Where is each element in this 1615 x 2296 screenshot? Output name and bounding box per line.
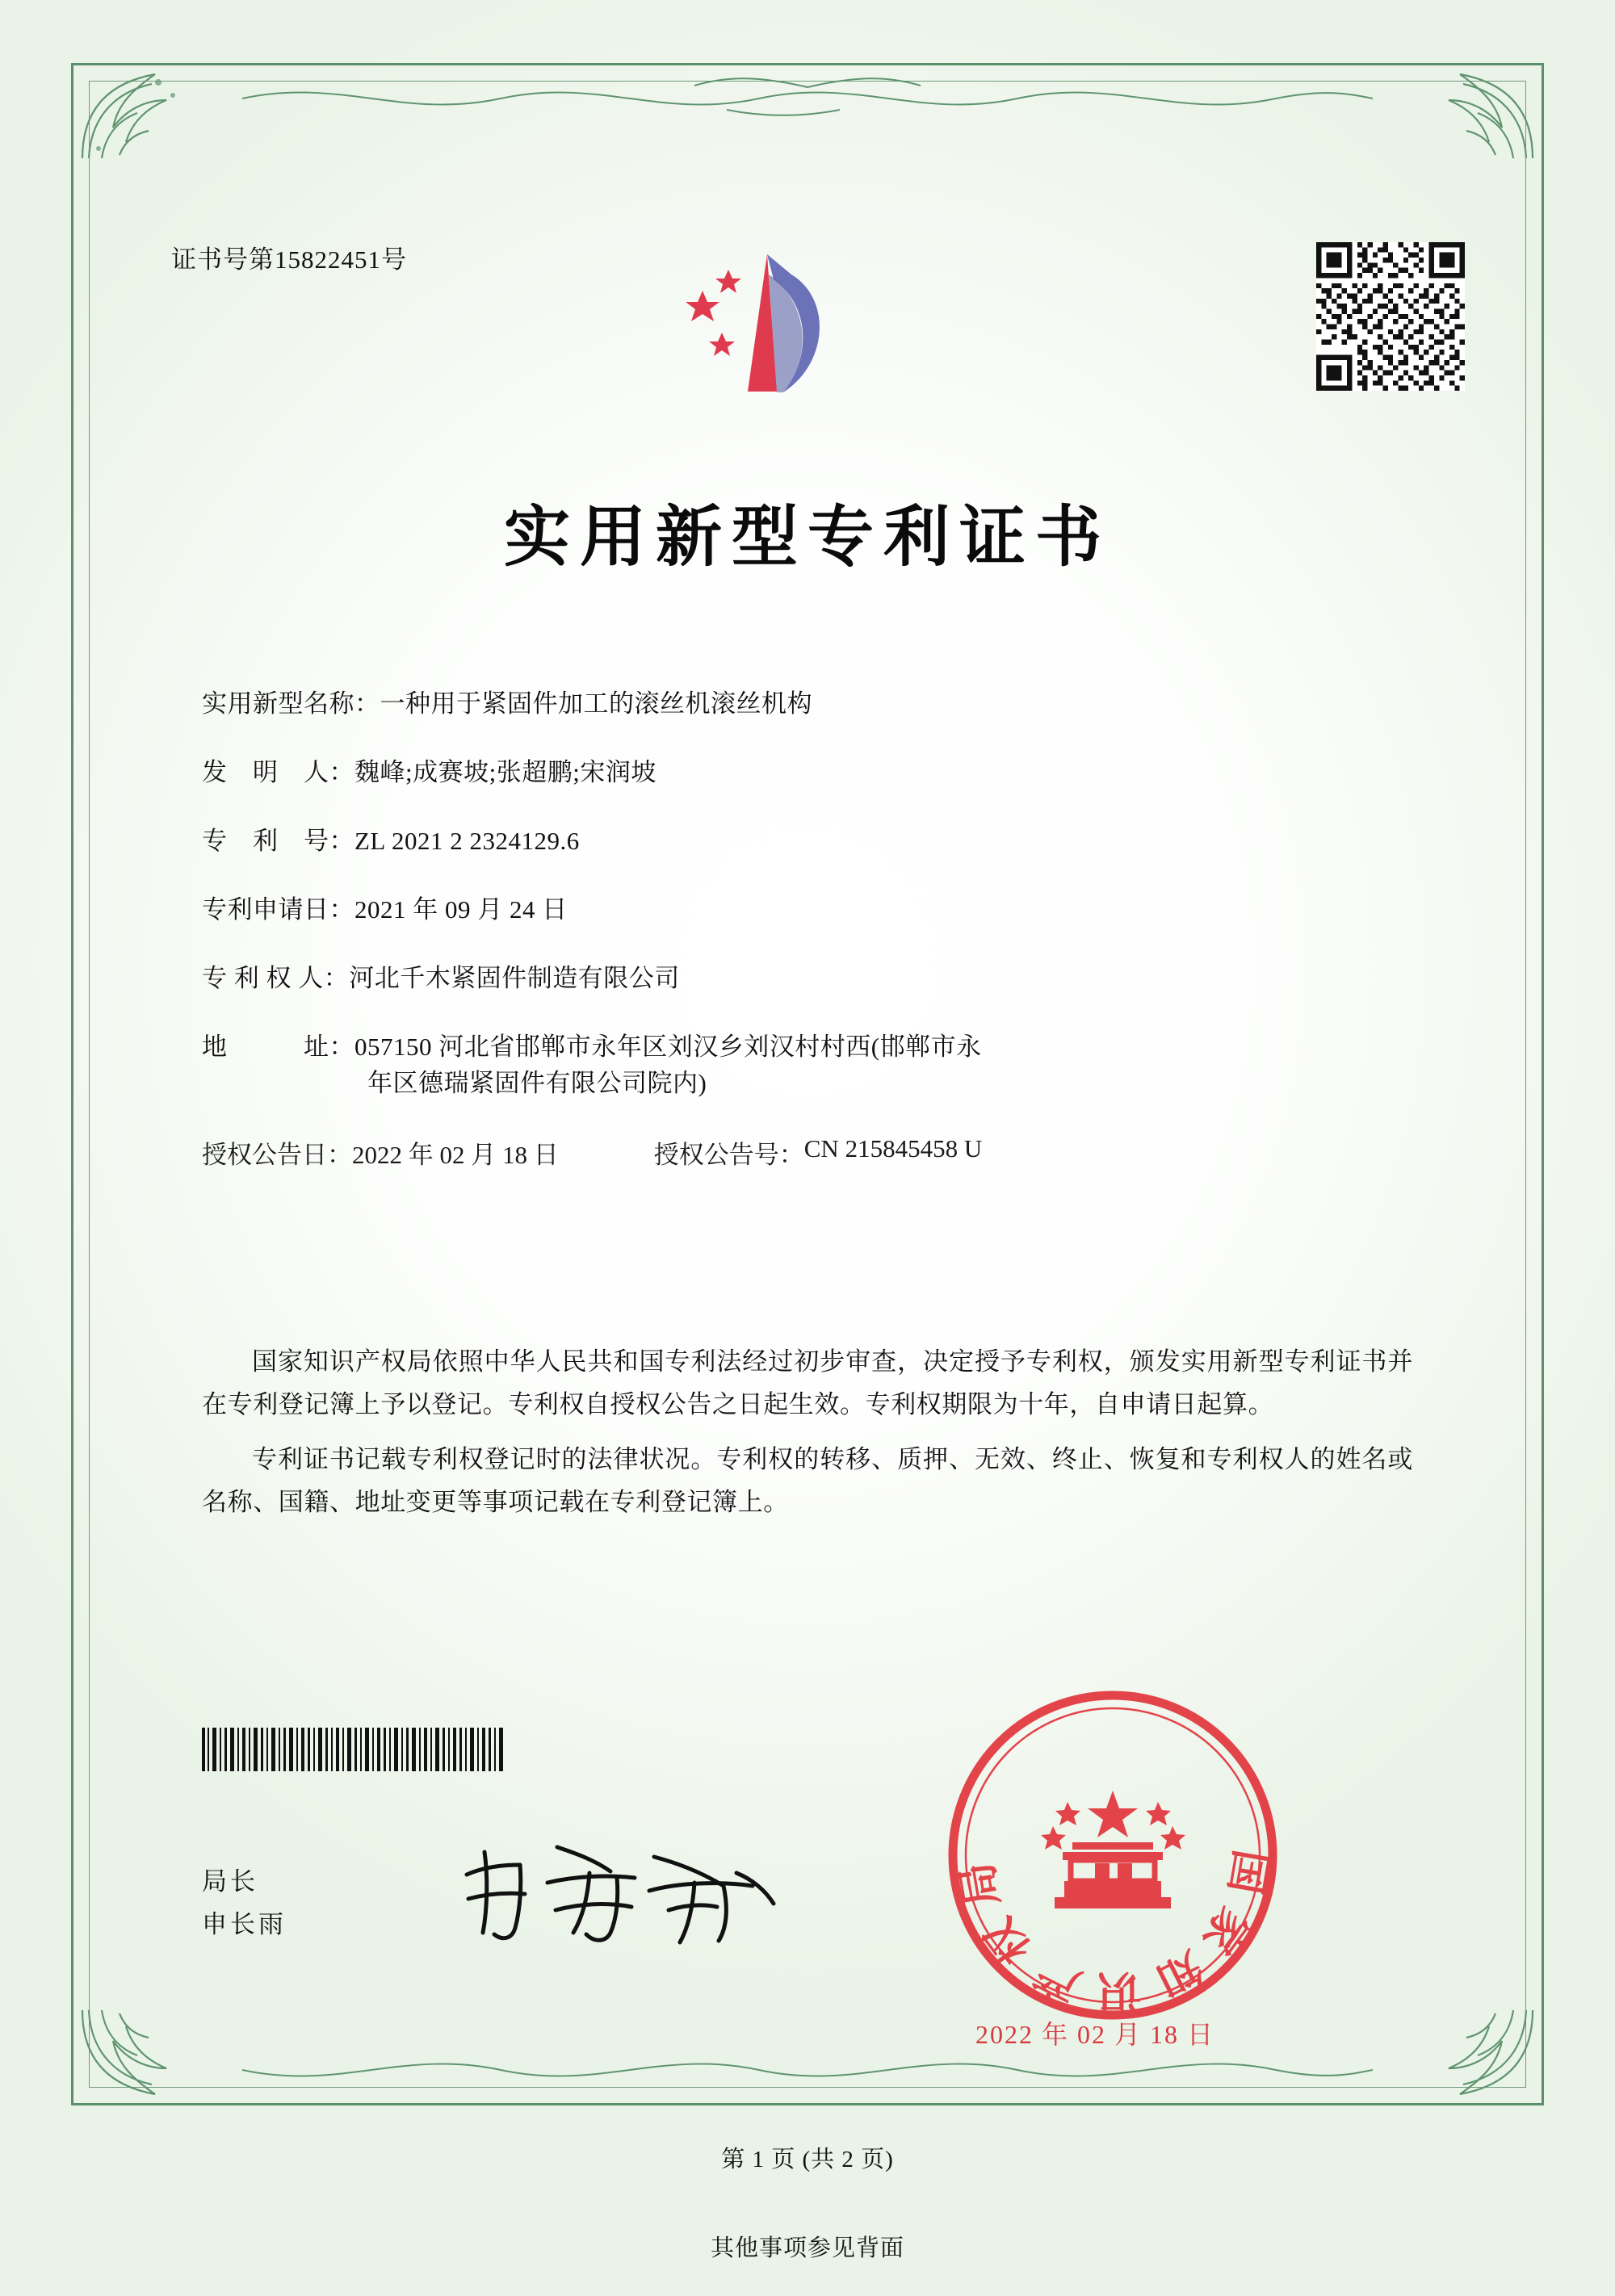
field-label: 专 利 权 人：: [202, 963, 350, 992]
cnipa-logo-icon: [670, 242, 872, 416]
field-value: ZL 2021 2 2324129.6: [354, 826, 580, 855]
field-value: 2022 年 02 月 18 日: [352, 1140, 559, 1169]
field-patentee: [202, 961, 1429, 997]
certificate-number: 证书号第15822451号: [171, 245, 407, 274]
field-address: [202, 1029, 1429, 1102]
paragraph-1: 国家知识产权局依照中华人民共和国专利法经过初步审查，决定授予专利权，颁发实用新型专利证书并在专利登记簿上予以登记。专利权自授权公告之日起生效。专利权期限为十年，自申请日起算。: [202, 1347, 1413, 1419]
official-seal: [943, 1686, 1282, 2025]
field-label: 专利申请日：: [202, 895, 354, 924]
field-utility-model-name: [202, 686, 1429, 723]
back-note: 其他事项参见背面: [710, 2235, 904, 2261]
field-value: 一种用于紧固件加工的滚丝机滚丝机构: [380, 689, 812, 718]
director-name: 申长雨: [202, 1909, 287, 1938]
address-line-2: 年区德瑞紧固件有限公司院内): [367, 1068, 707, 1097]
legal-text: [202, 1340, 1413, 1535]
handwritten-signature: [452, 1833, 791, 1954]
qr-code: [1316, 242, 1465, 391]
field-value-group: [354, 1029, 1429, 1102]
field-label: 授权公告号：: [653, 1140, 804, 1169]
field-label: 授权公告日：: [202, 1140, 352, 1169]
paragraph-2: 专利证书记载专利权登记时的法律状况。专利权的转移、质押、无效、终止、恢复和专利权人的姓名或名称、国籍、地址变更等事项记载在专利登记簿上。: [202, 1444, 1413, 1516]
field-grant-row: [202, 1134, 1429, 1171]
page-title: 实用新型专利证书: [503, 498, 1111, 576]
barcode: [202, 1728, 606, 1771]
field-patent-number: [202, 823, 1429, 860]
field-label: 实用新型名称：: [202, 689, 380, 718]
address-line-1: 057150 河北省邯郸市永年区刘汉乡刘汉村村西(邯郸市永: [354, 1032, 982, 1061]
field-label: 地 址：: [202, 1032, 354, 1061]
field-value: 2021 年 09 月 24 日: [354, 895, 568, 924]
field-label: 专 利 号：: [202, 826, 354, 855]
page-number: 第 1 页 (共 2 页): [721, 2147, 894, 2172]
certificate-fields: [202, 686, 1429, 1203]
field-value: 河北千木紧固件制造有限公司: [349, 963, 680, 992]
field-value: 魏峰;成赛坡;张超鹏;宋润坡: [354, 757, 656, 786]
field-inventors: [202, 755, 1429, 791]
field-grant-date: [202, 1134, 559, 1171]
seal-date: 2022 年 02 月 18 日: [975, 2020, 1215, 2049]
field-value: CN 215845458 U: [803, 1133, 983, 1163]
director-title: 局长: [202, 1867, 258, 1896]
director-block: [202, 1861, 287, 1946]
svg-text:国家知识产权局: 国家知识产权局: [947, 1846, 1278, 2017]
field-grant-number: [654, 1134, 982, 1171]
field-application-date: [202, 892, 1429, 928]
field-label: 发 明 人：: [202, 757, 354, 786]
